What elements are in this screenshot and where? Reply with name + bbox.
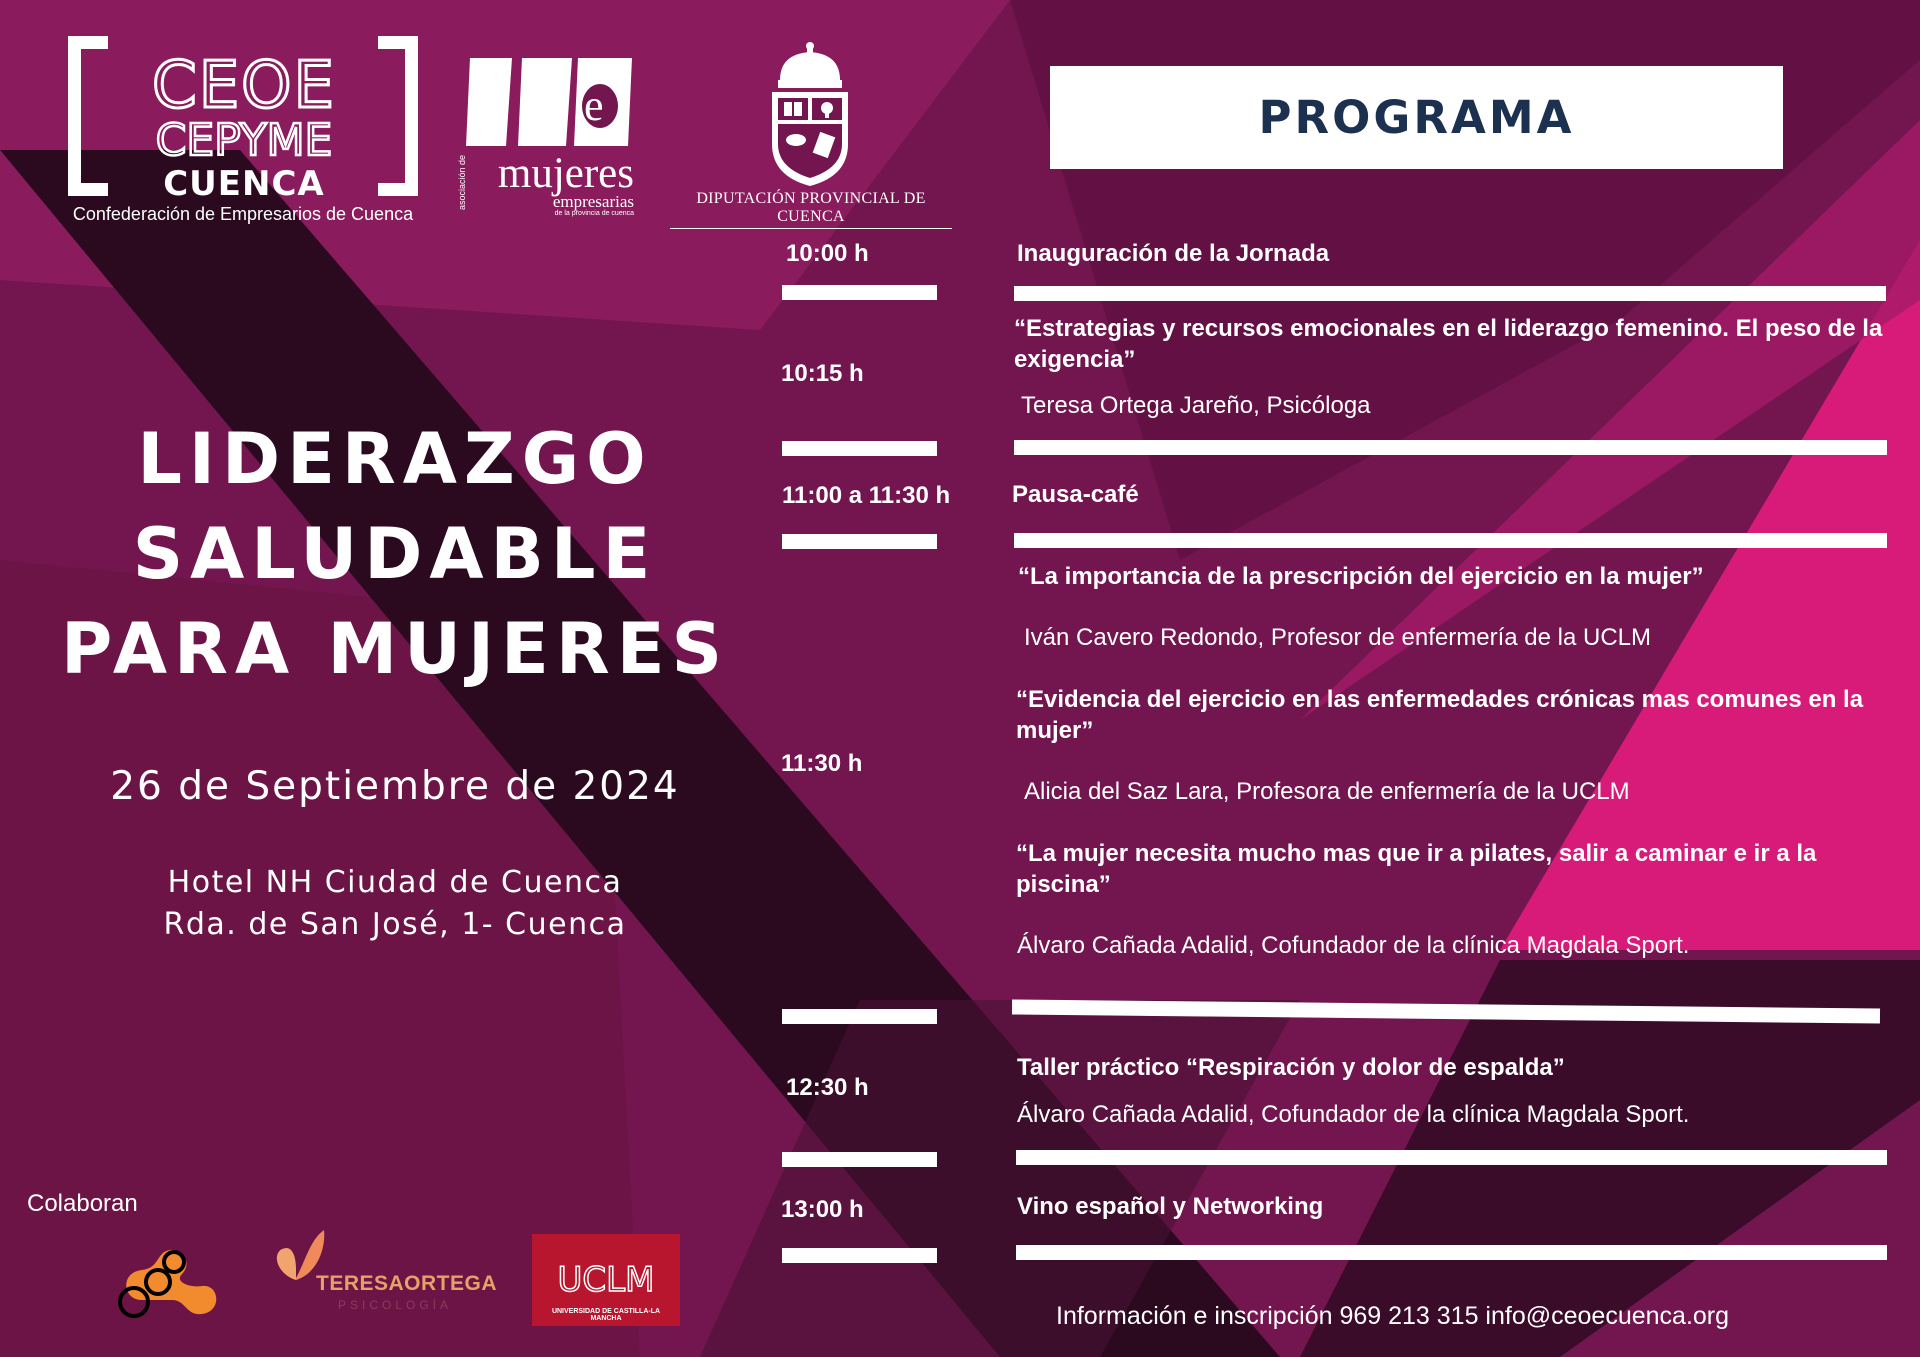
divider-bar	[782, 441, 937, 456]
schedule-entry: Taller práctico “Respiración y dolor de espalda”	[1017, 1054, 1565, 1081]
amec-vertical-text: asociación de	[457, 154, 467, 210]
divider-bar	[1014, 440, 1887, 455]
divider-bar	[782, 1009, 937, 1024]
schedule-speaker: Alicia del Saz Lara, Profesora de enfermería de la UCLM	[1024, 778, 1630, 805]
divider-bar	[782, 1248, 937, 1263]
me-monogram-icon	[462, 50, 634, 154]
logo-cuenca-text: CUENCA	[163, 164, 325, 204]
event-title	[30, 412, 760, 697]
left-bracket	[68, 36, 108, 196]
schedule-time: 11:00 a 11:30 h	[782, 482, 951, 509]
uclm-subtext: UNIVERSIDAD DE CASTILLA-LA MANCHA	[551, 1308, 661, 1322]
schedule-speaker: Álvaro Cañada Adalid, Cofundador de la clínica Magdala Sport.	[1017, 932, 1690, 959]
mujeres-empresarias-logo	[458, 50, 638, 220]
schedule-entry: “La importancia de la prescripción del ejercicio en la mujer”	[1018, 563, 1704, 590]
venue-line: Rda. de San José, 1- Cuenca	[163, 907, 627, 942]
divider-bar	[782, 534, 937, 549]
schedule-time: 10:00 h	[786, 240, 869, 267]
schedule-speaker: Iván Cavero Redondo, Profesor de enfermería de la UCLM	[1024, 624, 1651, 651]
ceoe-cepyme-logo	[68, 36, 418, 226]
schedule-speaker: Álvaro Cañada Adalid, Cofundador de la clínica Magdala Sport.	[1017, 1101, 1690, 1128]
schedule-time: 12:30 h	[786, 1074, 869, 1101]
schedule-time: 11:30 h	[781, 750, 863, 777]
logo-cepyme-text: CEPYME	[155, 115, 333, 166]
divider-bar	[1016, 1245, 1887, 1260]
event-title-line: LIDERAZGO	[137, 418, 653, 500]
teresa-ortega-name: TERESAORTEGA	[316, 1272, 498, 1295]
colaboran-label: Colaboran	[27, 1190, 138, 1217]
event-venue	[30, 862, 760, 946]
divider-bar	[1016, 1150, 1887, 1165]
diputacion-name: DIPUTACIÓN PROVINCIAL DE CUENCA	[670, 190, 952, 229]
divider-bar	[1014, 533, 1887, 548]
sponsor-logo-circles-icon	[112, 1242, 224, 1322]
right-bracket	[378, 36, 418, 196]
divider-bar	[1014, 286, 1886, 301]
svg-text:e: e	[584, 81, 604, 130]
programa-title: PROGRAMA	[1258, 91, 1575, 144]
amec-tiny-text: de la provincia de cuenca	[554, 210, 634, 217]
venue-line: Hotel NH Ciudad de Cuenca	[167, 865, 623, 900]
amec-main-text: mujeres	[497, 150, 634, 197]
uclm-text: UCLM	[557, 1260, 655, 1300]
schedule-entry: “La mujer necesita mucho mas que ir a pilates, salir a caminar e ir a la piscina”	[1016, 840, 1817, 898]
schedule-entry: Inauguración de la Jornada	[1017, 240, 1330, 267]
programa-header	[1050, 66, 1783, 169]
event-title-line: PARA MUJERES	[61, 608, 729, 690]
diputacion-logo	[670, 40, 952, 225]
event-date: 26 de Septiembre de 2024	[110, 764, 680, 809]
event-title-line: SALUDABLE	[132, 513, 658, 595]
schedule-time: 10:15 h	[781, 360, 864, 387]
logo-subtitle: Confederación de Empresarios de Cuenca	[72, 204, 414, 224]
divider-bar	[782, 1152, 937, 1167]
schedule-entry: “Evidencia del ejercicio en las enfermedades crónicas mas comunes en la mujer”	[1016, 686, 1864, 744]
uclm-logo	[532, 1234, 680, 1326]
schedule-entry: “Estrategias y recursos emocionales en el liderazgo femenino. El peso de la exigencia”	[1014, 315, 1883, 373]
teresa-ortega-logo	[266, 1230, 498, 1315]
schedule-time: 13:00 h	[781, 1196, 864, 1223]
schedule-entry: Pausa-café	[1012, 481, 1139, 508]
logo-ceoe-text: CEOE	[152, 49, 336, 123]
schedule-speaker: Teresa Ortega Jareño, Psicóloga	[1021, 392, 1371, 419]
schedule-entry: Vino español y Networking	[1017, 1193, 1324, 1220]
amec-sub-text: empresarias	[552, 192, 634, 211]
contact-info: Información e inscripción 969 213 315 info@ceoecuenca.org	[1056, 1302, 1730, 1330]
divider-bar	[782, 285, 937, 300]
teresa-ortega-sub: PSICOLOGÍA	[338, 1298, 453, 1312]
coat-of-arms-icon	[762, 40, 858, 188]
